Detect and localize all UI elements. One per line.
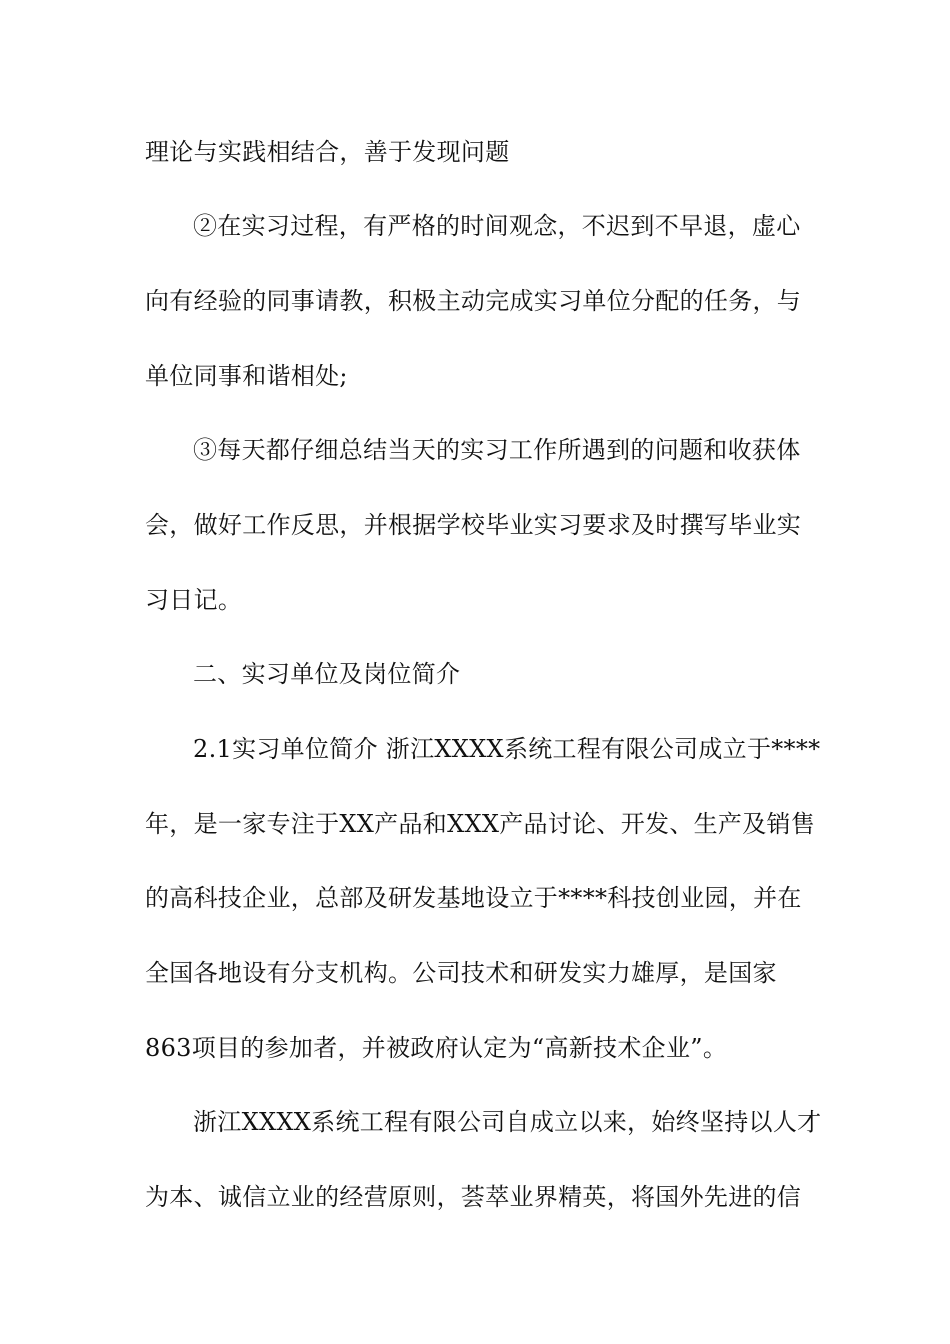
text-line: 浙江XXXX系统工程有限公司自成立以来，始终坚持以人才	[193, 1108, 822, 1136]
text-line: 年，是一家专注于XX产品和XXX产品讨论、开发、生产及销售	[145, 810, 816, 838]
text-line: 向有经验的同事请教，积极主动完成实习单位分配的任务，与	[145, 287, 802, 315]
text-line: 为本、诚信立业的经营原则，荟萃业界精英，将国外先进的信	[145, 1183, 802, 1211]
text-line: 习日记。	[145, 586, 243, 614]
text-line: 863项目的参加者，并被政府认定为“高新技术企业”。	[145, 1034, 728, 1062]
text-line: 单位同事和谐相处;	[145, 362, 348, 390]
text-line: 的高科技企业，总部及研发基地设立于****科技创业园，并在	[145, 884, 802, 912]
text-line: 2.1实习单位简介 浙江XXXX系统工程有限公司成立于****	[193, 735, 821, 763]
text-line: 理论与实践相结合，善于发现问题	[145, 138, 510, 166]
section-heading: 二、实习单位及岗位简介	[193, 660, 461, 688]
text-line: 会，做好工作反思，并根据学校毕业实习要求及时撰写毕业实	[145, 511, 802, 539]
text-line: ③每天都仔细总结当天的实习工作所遇到的问题和收获体	[193, 436, 801, 464]
text-line: ②在实习过程，有严格的时间观念，不迟到不早退，虚心	[193, 212, 801, 240]
text-line: 全国各地设有分支机构。公司技术和研发实力雄厚，是国家	[145, 959, 777, 987]
